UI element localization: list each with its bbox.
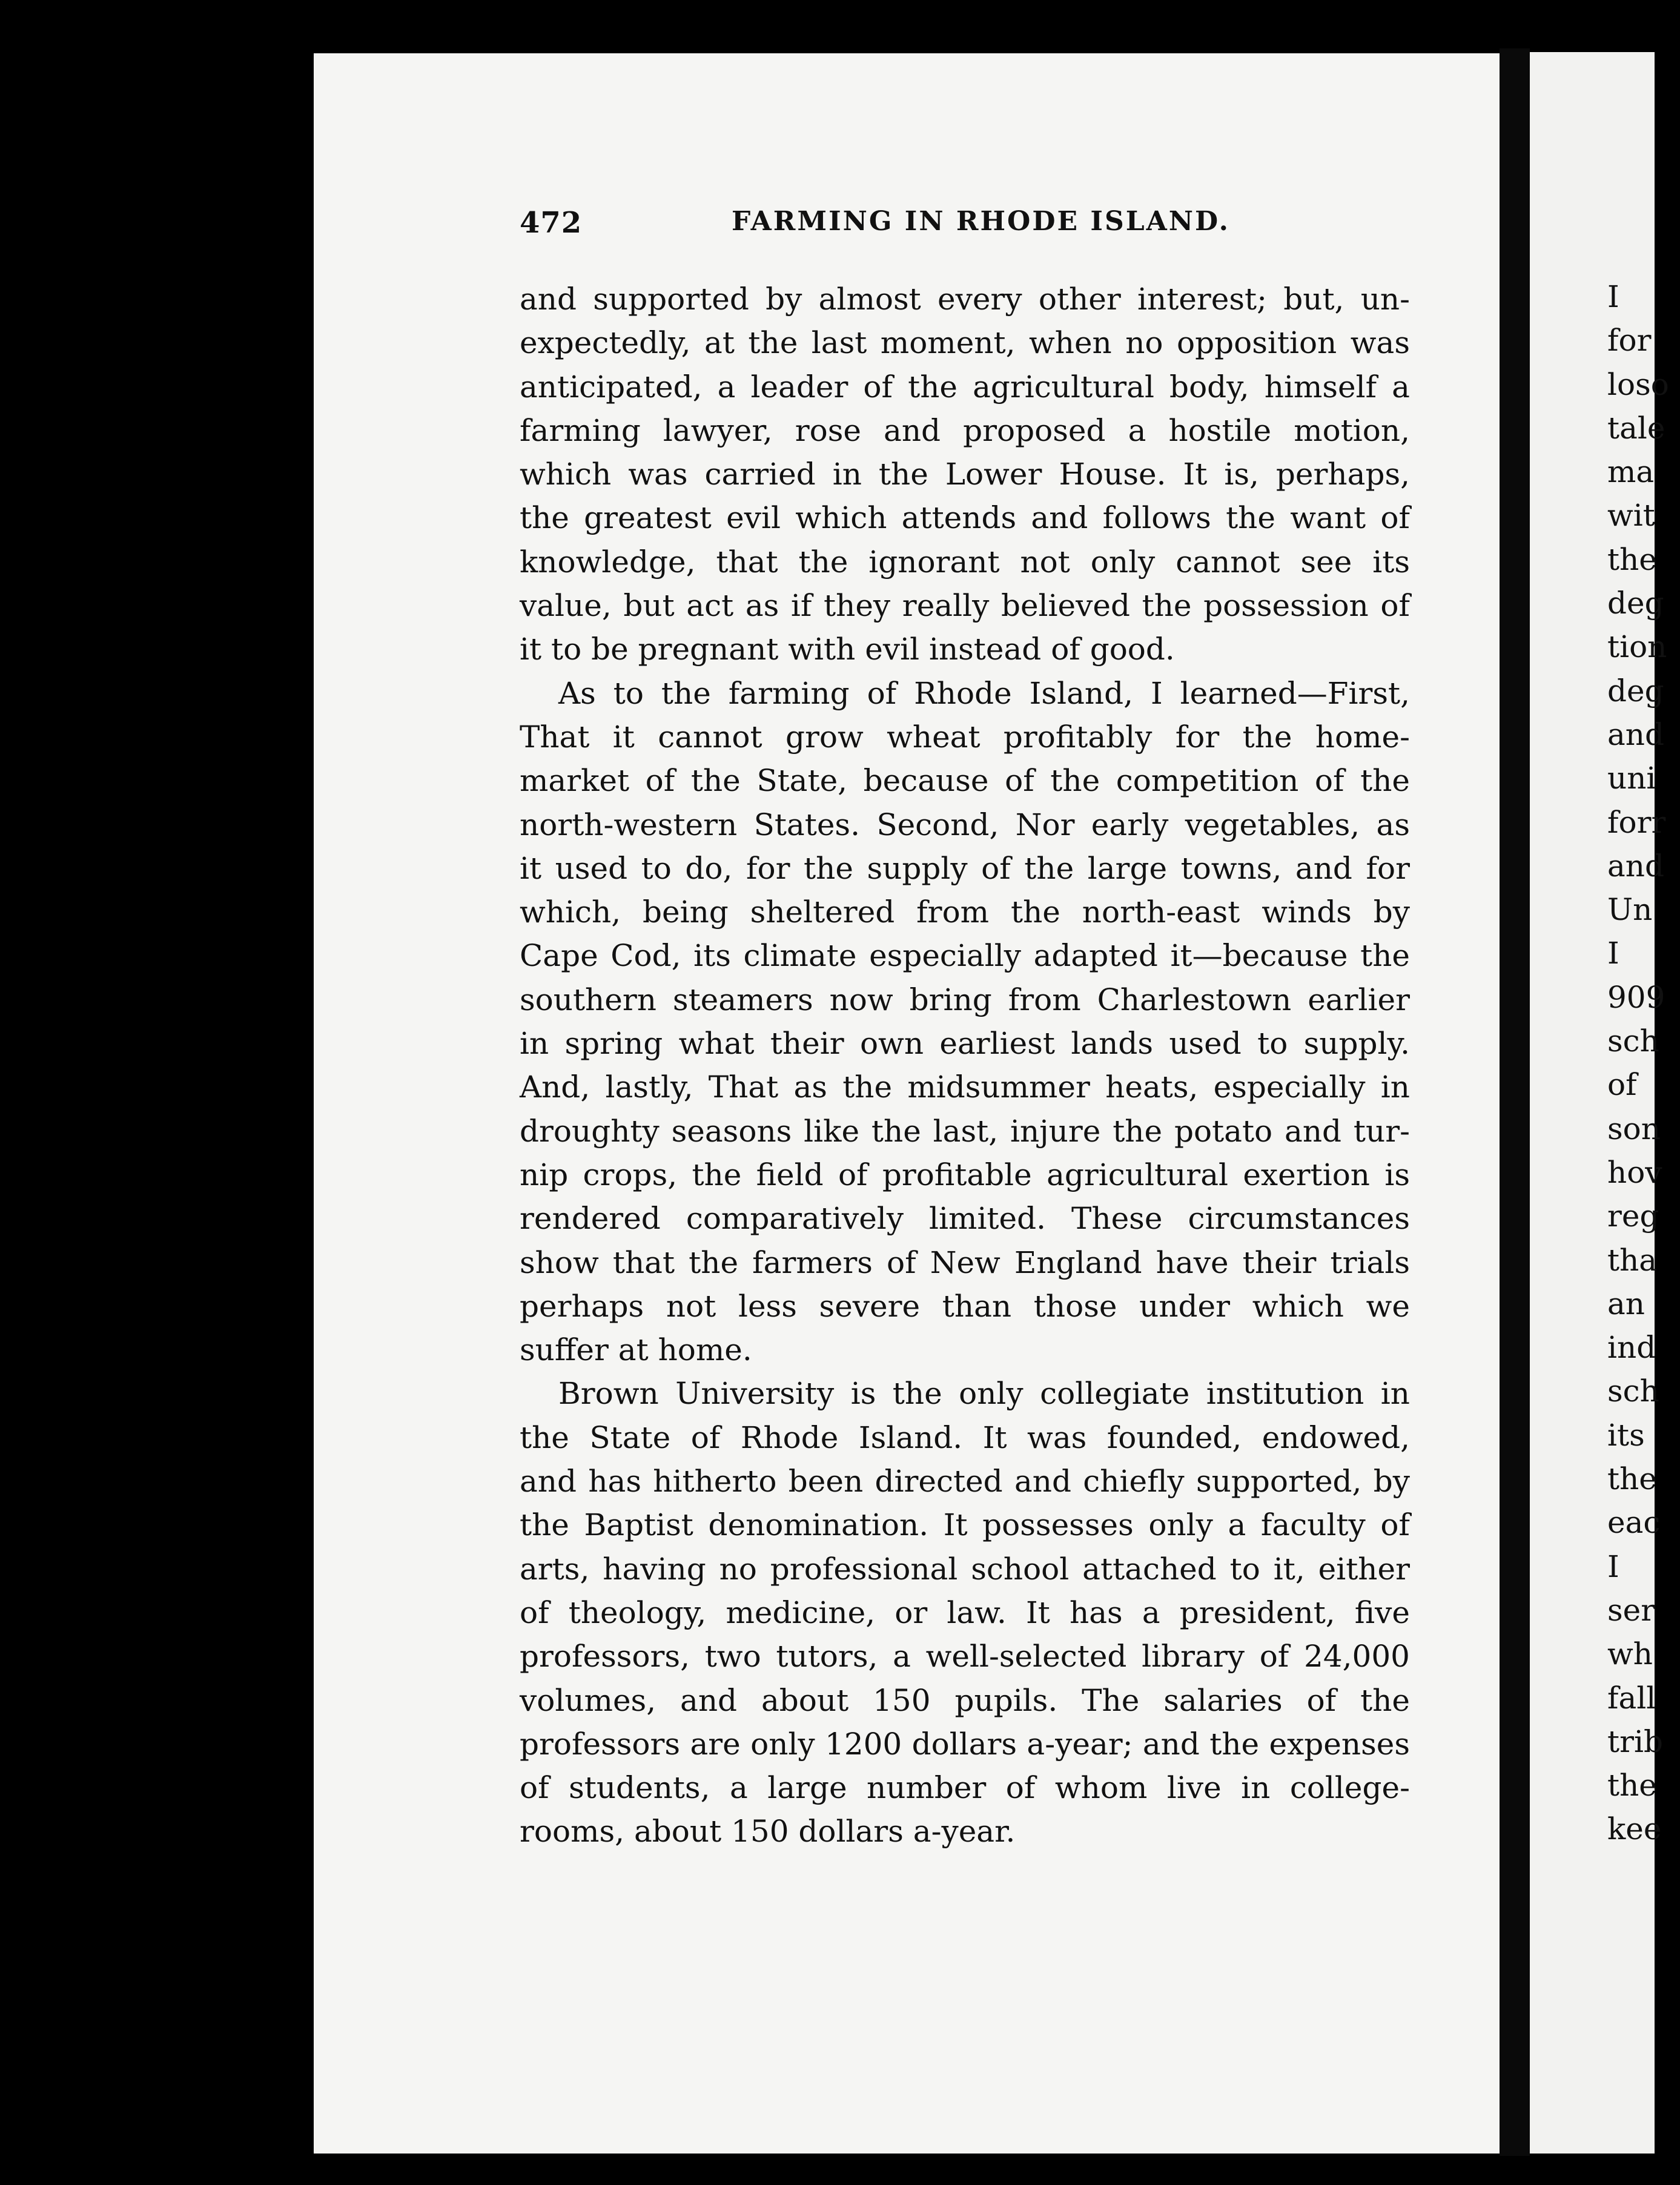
- facing-page-fragment: tion: [1607, 629, 1667, 665]
- facing-page-fragment: hov: [1607, 1154, 1662, 1190]
- text-line: professors, two tutors, a well-selected library of 24,000: [520, 1639, 1410, 1674]
- facing-page-fragment: and: [1607, 716, 1665, 752]
- facing-page-fragments: [1607, 275, 1680, 1851]
- facing-page-fragment: I: [1607, 279, 1619, 314]
- facing-page-fragment: son: [1607, 1111, 1661, 1146]
- text-line: the Baptist denomination. It possesses only a faculty of: [520, 1507, 1410, 1543]
- facing-page-fragment: the: [1607, 1768, 1657, 1803]
- facing-page-fragment: for: [1607, 323, 1652, 359]
- facing-page-fragment: ind: [1607, 1330, 1656, 1366]
- text-line: of students, a large number of whom live in college-: [520, 1770, 1410, 1806]
- facing-page-fragment: eac: [1607, 1505, 1661, 1541]
- facing-page-fragment: fall: [1607, 1680, 1656, 1716]
- facing-page-fragment: loso: [1607, 366, 1669, 402]
- right-page-edge: [1530, 52, 1669, 2154]
- facing-page-fragment: kee: [1607, 1811, 1662, 1847]
- text-line: it to be pregnant with evil instead of good.: [520, 632, 1175, 667]
- facing-page-fragment: and: [1607, 848, 1665, 884]
- facing-page-fragment: the: [1607, 1461, 1657, 1497]
- text-line: perhaps not less severe than those under which we: [520, 1288, 1410, 1324]
- text-line: the greatest evil which attends and follows the want of: [520, 500, 1410, 536]
- page-number: 472: [520, 206, 583, 240]
- text-line: southern steamers now bring from Charlestown earlier: [520, 982, 1410, 1017]
- facing-page-fragment: sch: [1607, 1373, 1659, 1409]
- facing-page-fragment: tha: [1607, 1242, 1658, 1278]
- facing-page-fragment: uni: [1607, 761, 1656, 796]
- page-header: [520, 206, 1410, 254]
- text-line: the State of Rhode Island. It was founded, endowed,: [520, 1420, 1410, 1455]
- facing-page-fragment: deg: [1607, 586, 1664, 621]
- text-line: knowledge, that the ignorant not only cannot see its: [520, 544, 1410, 580]
- text-line: and supported by almost every other interest; but, un-: [520, 282, 1410, 317]
- text-line: Brown University is the only collegiate institution in: [558, 1376, 1410, 1412]
- facing-page-fragment: ma: [1607, 454, 1655, 490]
- facing-page-fragment: the: [1607, 541, 1657, 577]
- facing-page-fragment: reg: [1607, 1198, 1659, 1234]
- text-line: And, lastly, That as the midsummer heats, especially in: [520, 1069, 1410, 1105]
- text-line: rooms, about 150 dollars a-year.: [520, 1814, 1016, 1849]
- text-line: and has hitherto been directed and chiefly supported, by: [520, 1464, 1410, 1499]
- text-line: nip crops, the field of profitable agricultural exertion is: [520, 1157, 1410, 1192]
- facing-page-fragment: forr: [1607, 804, 1666, 840]
- text-line: which, being sheltered from the north-east winds by: [520, 894, 1410, 930]
- text-line: show that the farmers of New England have their trials: [520, 1245, 1410, 1280]
- text-line: Cape Cod, its climate especially adapted it—because the: [520, 938, 1410, 974]
- text-line: of theology, medicine, or law. It has a president, five: [520, 1595, 1410, 1630]
- text-line: rendered comparatively limited. These circumstances: [520, 1201, 1410, 1237]
- facing-page-fragment: ser: [1607, 1592, 1656, 1628]
- facing-page-fragment: 909: [1607, 979, 1665, 1015]
- body-text: [520, 277, 1410, 1854]
- text-line: arts, having no professional school attached to it, either: [520, 1551, 1410, 1587]
- facing-page-fragment: wit: [1607, 498, 1655, 534]
- facing-page-fragment: I: [1607, 936, 1619, 971]
- facing-page-fragment: an: [1607, 1286, 1645, 1321]
- text-line: suffer at home.: [520, 1332, 752, 1368]
- facing-page-fragment: of: [1607, 1067, 1637, 1103]
- text-line: That it cannot grow wheat profitably for the home-: [520, 719, 1410, 755]
- facing-page-fragment: wh: [1607, 1636, 1653, 1672]
- text-line: which was carried in the Lower House. It is, perhaps,: [520, 457, 1410, 492]
- text-line: farming lawyer, rose and proposed a hostile motion,: [520, 412, 1410, 448]
- text-line: value, but act as if they really believed the possession of: [520, 588, 1410, 624]
- text-line: expectedly, at the last moment, when no opposition was: [520, 325, 1410, 361]
- facing-page-fragment: sch: [1607, 1023, 1659, 1059]
- text-line: volumes, and about 150 pupils. The salaries of the: [520, 1682, 1410, 1718]
- facing-page-fragment: deg: [1607, 673, 1664, 709]
- text-line: As to the farming of Rhode Island, I learned—First,: [558, 675, 1410, 711]
- text-line: north-western States. Second, Nor early vegetables, as: [520, 807, 1410, 842]
- text-line: it used to do, for the supply of the large towns, and for: [520, 850, 1410, 886]
- text-line: professors are only 1200 dollars a-year; and the expenses: [520, 1726, 1410, 1762]
- facing-page-fragment: trib: [1607, 1724, 1663, 1759]
- facing-page-fragment: I: [1607, 1549, 1619, 1584]
- facing-page-fragment: its: [1607, 1417, 1645, 1453]
- text-line: droughty seasons like the last, injure the potato and tur-: [520, 1113, 1410, 1149]
- facing-page-fragment: Un: [1607, 892, 1653, 928]
- text-line: market of the State, because of the competition of the: [520, 763, 1410, 799]
- text-line: in spring what their own earliest lands used to supply.: [520, 1026, 1410, 1062]
- text-line: anticipated, a leader of the agricultural body, himself a: [520, 369, 1410, 405]
- running-head: FARMING IN RHODE ISLAND.: [732, 206, 1230, 237]
- facing-page-fragment: tale: [1607, 410, 1665, 446]
